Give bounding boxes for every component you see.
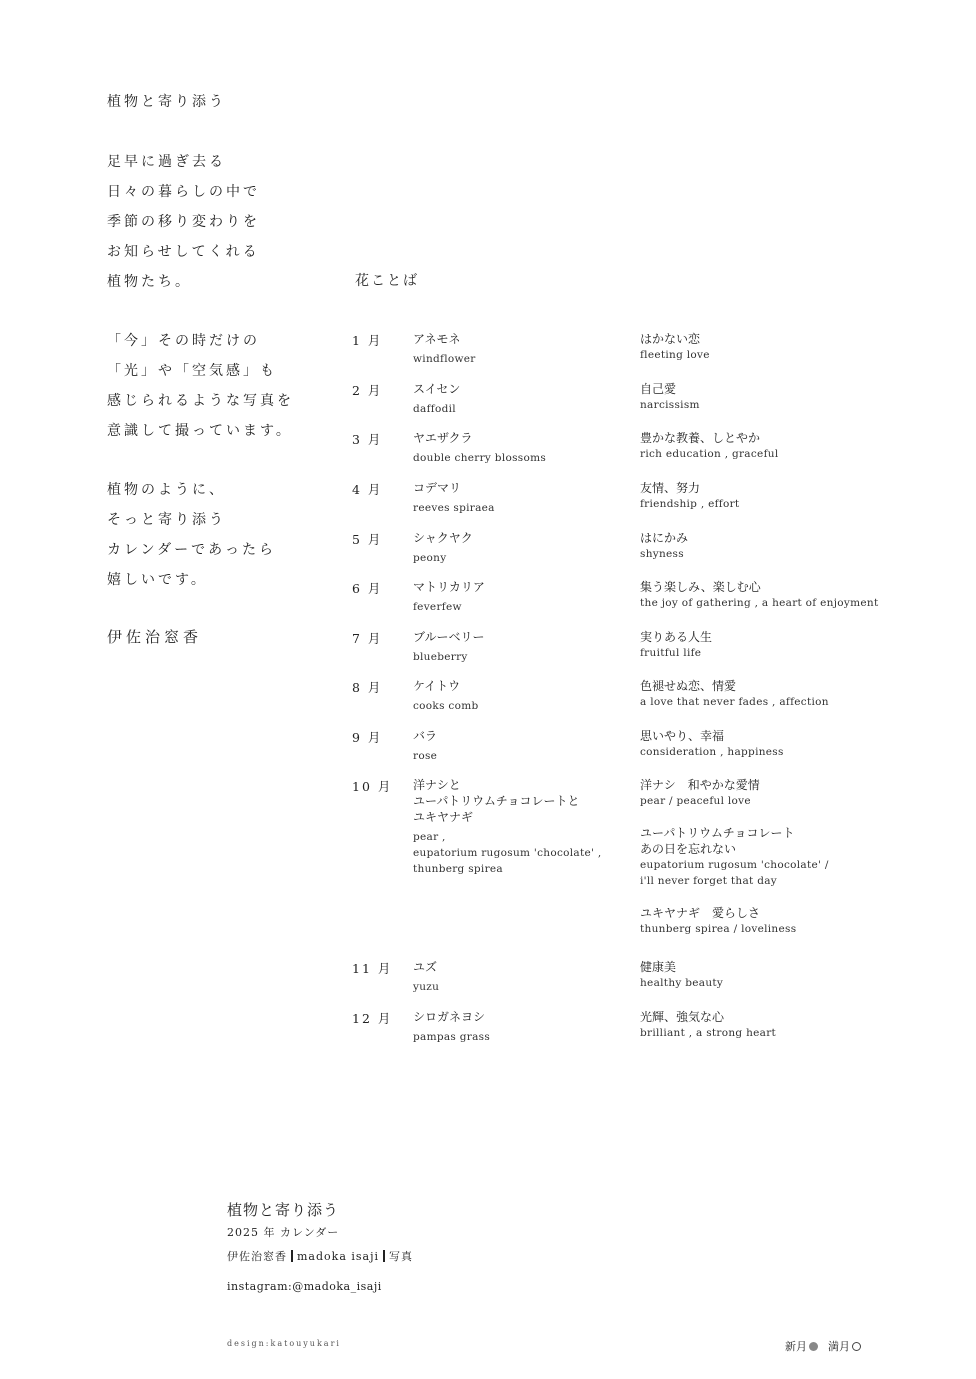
meaning-block: [640, 678, 940, 710]
meaning-block: [640, 728, 940, 760]
flower-name-jp: アネモネ: [413, 332, 461, 346]
flower-meaning: [640, 959, 940, 991]
flower-meaning: [640, 530, 940, 562]
month-label: 8 月: [352, 680, 383, 695]
flower-meaning: [640, 777, 940, 937]
meaning-jp: 健康美: [640, 960, 677, 974]
meaning-en: healthy beauty: [640, 977, 724, 989]
intro-line: 植物たち。: [107, 274, 192, 290]
month-label: 5 月: [352, 532, 383, 547]
meaning-block: [640, 825, 940, 889]
flower-name-jp: ユズ: [413, 960, 438, 974]
flower-name-en: yuzu: [413, 981, 440, 993]
meaning-jp: ユキヤナギ 愛らしさ: [640, 906, 761, 920]
hanakotoba-title: 花ことば: [355, 273, 419, 289]
meaning-block: [640, 579, 940, 611]
flower-meaning: [640, 629, 940, 661]
flower-name: [413, 678, 633, 714]
meaning-jp: はにかみ: [640, 531, 689, 545]
moon-legend: [785, 1338, 861, 1354]
meaning-en: thunberg spirea / loveliness: [640, 923, 797, 935]
intro-title: 植物と寄り添う: [107, 94, 226, 110]
meaning-jp: 思いやり、幸福: [640, 729, 725, 743]
meaning-jp: 実りある人生: [640, 630, 713, 644]
meaning-jp: あの日を忘れない: [640, 842, 737, 856]
meaning-block: [640, 331, 940, 363]
flower-name-jp: ブルーベリー: [413, 630, 485, 644]
meaning-block: [640, 959, 940, 991]
month-label: 3 月: [352, 432, 383, 447]
flower-name: [413, 777, 633, 877]
flower-name: [413, 959, 633, 995]
divider: [383, 1250, 385, 1262]
flower-name: [413, 579, 633, 615]
photo-credit: [227, 1248, 413, 1264]
flower-name-en: peony: [413, 552, 447, 564]
intro-line: 日々の暮らしの中で: [107, 184, 260, 200]
meaning-en: fruitful life: [640, 647, 702, 659]
meaning-block: [640, 530, 940, 562]
month-label: 2 月: [352, 383, 383, 398]
flower-name-jp: コデマリ: [413, 481, 462, 495]
credit-romaji: madoka isaji: [297, 1250, 380, 1263]
flower-name-jp: ユキヤナギ: [413, 810, 474, 824]
intro-line: カレンダーであったら: [107, 542, 276, 558]
flower-name-jp: バラ: [413, 729, 438, 743]
flower-name-jp: ケイトウ: [413, 679, 461, 693]
flower-name-en: rose: [413, 750, 438, 762]
meaning-block: [640, 777, 940, 809]
month-label: 4 月: [352, 482, 383, 497]
meaning-jp: 友情、努力: [640, 481, 701, 495]
month-label: 11 月: [352, 961, 393, 976]
meaning-block: [640, 480, 940, 512]
instagram-handle: instagram:@madoka_isaji: [227, 1280, 382, 1293]
meaning-jp: 集う楽しみ、楽しむ心: [640, 580, 761, 594]
flower-name-jp: マトリカリア: [413, 580, 485, 594]
flower-meaning: [640, 430, 940, 462]
flower-name-jp: 洋ナシと: [413, 778, 461, 792]
flower-meaning: [640, 728, 940, 760]
flower-name-en: pear ,: [413, 831, 446, 843]
flower-meaning: [640, 579, 940, 611]
meaning-block: [640, 1009, 940, 1041]
meaning-block: [640, 430, 940, 462]
flower-name: [413, 430, 633, 466]
intro-line: 感じられるような写真を: [107, 393, 294, 409]
flower-meaning: [640, 331, 940, 363]
flower-meaning: [640, 1009, 940, 1041]
meaning-block: [640, 381, 940, 413]
intro-line: 「今」その時だけの: [107, 333, 260, 349]
meaning-jp: 豊かな教養、しとやか: [640, 431, 761, 445]
meaning-jp: ユーパトリウムチョコレート: [640, 826, 795, 840]
intro-line: 意識して撮っています。: [107, 423, 293, 439]
month-label: 7 月: [352, 631, 383, 646]
meaning-block: [640, 629, 940, 661]
credit-name: 伊佐治窓香: [227, 1250, 287, 1263]
month-label: 6 月: [352, 581, 383, 596]
flower-name-en: cooks comb: [413, 700, 479, 712]
flower-name-jp: スイセン: [413, 382, 461, 396]
meaning-en: narcissism: [640, 399, 700, 411]
credit-role: 写真: [389, 1250, 414, 1263]
flower-name-en: double cherry blossoms: [413, 452, 547, 464]
new-moon-label: 新月: [785, 1340, 807, 1353]
flower-name-en: thunberg spirea: [413, 863, 503, 875]
flower-meaning: [640, 480, 940, 512]
flower-name: [413, 331, 633, 367]
intro-line: 植物のように、: [107, 482, 226, 498]
flower-name-en: feverfew: [413, 601, 462, 613]
meaning-en: shyness: [640, 548, 684, 560]
month-label: 10 月: [352, 779, 393, 794]
meaning-block: [640, 905, 940, 937]
divider: [291, 1250, 293, 1262]
full-moon-icon: [852, 1342, 861, 1351]
flower-name-jp: シャクヤク: [413, 531, 473, 545]
flower-name: [413, 530, 633, 566]
design-credit: design:katouyukari: [227, 1339, 341, 1348]
flower-name: [413, 629, 633, 665]
flower-name: [413, 381, 633, 417]
flower-name-en: daffodil: [413, 403, 456, 415]
flower-meaning: [640, 678, 940, 710]
intro-line: お知らせしてくれる: [107, 244, 260, 260]
calendar-subtitle: 2025 年 カレンダー: [227, 1226, 340, 1239]
flower-meaning: [640, 381, 940, 413]
meaning-en: i'll never forget that day: [640, 875, 778, 887]
intro-line: 足早に過ぎ去る: [107, 154, 226, 170]
flower-name-en: reeves spiraea: [413, 502, 495, 514]
meaning-en: fleeting love: [640, 349, 710, 361]
month-label: 12 月: [352, 1011, 393, 1026]
flower-name: [413, 480, 633, 516]
full-moon-label: 満月: [828, 1340, 850, 1353]
flower-name: [413, 1009, 633, 1045]
intro-line: 嬉しいです。: [107, 572, 208, 588]
meaning-en: brilliant , a strong heart: [640, 1027, 777, 1039]
meaning-en: a love that never fades , affection: [640, 696, 829, 708]
flower-name-jp: ヤエザクラ: [413, 431, 473, 445]
flower-name-en: pampas grass: [413, 1031, 491, 1043]
flower-name: [413, 728, 633, 764]
flower-name-en: eupatorium rugosum 'chocolate' ,: [413, 847, 602, 859]
month-label: 9 月: [352, 730, 383, 745]
author-signature: 伊佐治窓香: [107, 628, 203, 646]
meaning-en: the joy of gathering , a heart of enjoyment: [640, 597, 879, 609]
flower-name-en: windflower: [413, 353, 476, 365]
flower-name-jp: シロガネヨシ: [413, 1010, 486, 1024]
meaning-jp: 洋ナシ 和やかな愛情: [640, 778, 760, 792]
intro-line: そっと寄り添う: [107, 512, 226, 528]
intro-line: 「光」や「空気感」も: [107, 363, 277, 379]
meaning-en: consideration , happiness: [640, 746, 784, 758]
flower-name-jp: ユーパトリウムチョコレートと: [413, 794, 580, 808]
meaning-jp: はかない恋: [640, 332, 701, 346]
flower-name-en: blueberry: [413, 651, 468, 663]
meaning-jp: 色褪せぬ恋、情愛: [640, 679, 737, 693]
meaning-en: friendship , effort: [640, 498, 740, 510]
meaning-en: eupatorium rugosum 'chocolate' /: [640, 859, 829, 871]
meaning-jp: 自己愛: [640, 382, 677, 396]
calendar-title: 植物と寄り添う: [227, 1201, 340, 1219]
meaning-jp: 光輝、強気な心: [640, 1010, 725, 1024]
meaning-en: rich education , graceful: [640, 448, 779, 460]
meaning-en: pear / peaceful love: [640, 795, 751, 807]
month-label: 1 月: [352, 333, 383, 348]
intro-line: 季節の移り変わりを: [107, 214, 260, 230]
new-moon-icon: [809, 1342, 818, 1351]
